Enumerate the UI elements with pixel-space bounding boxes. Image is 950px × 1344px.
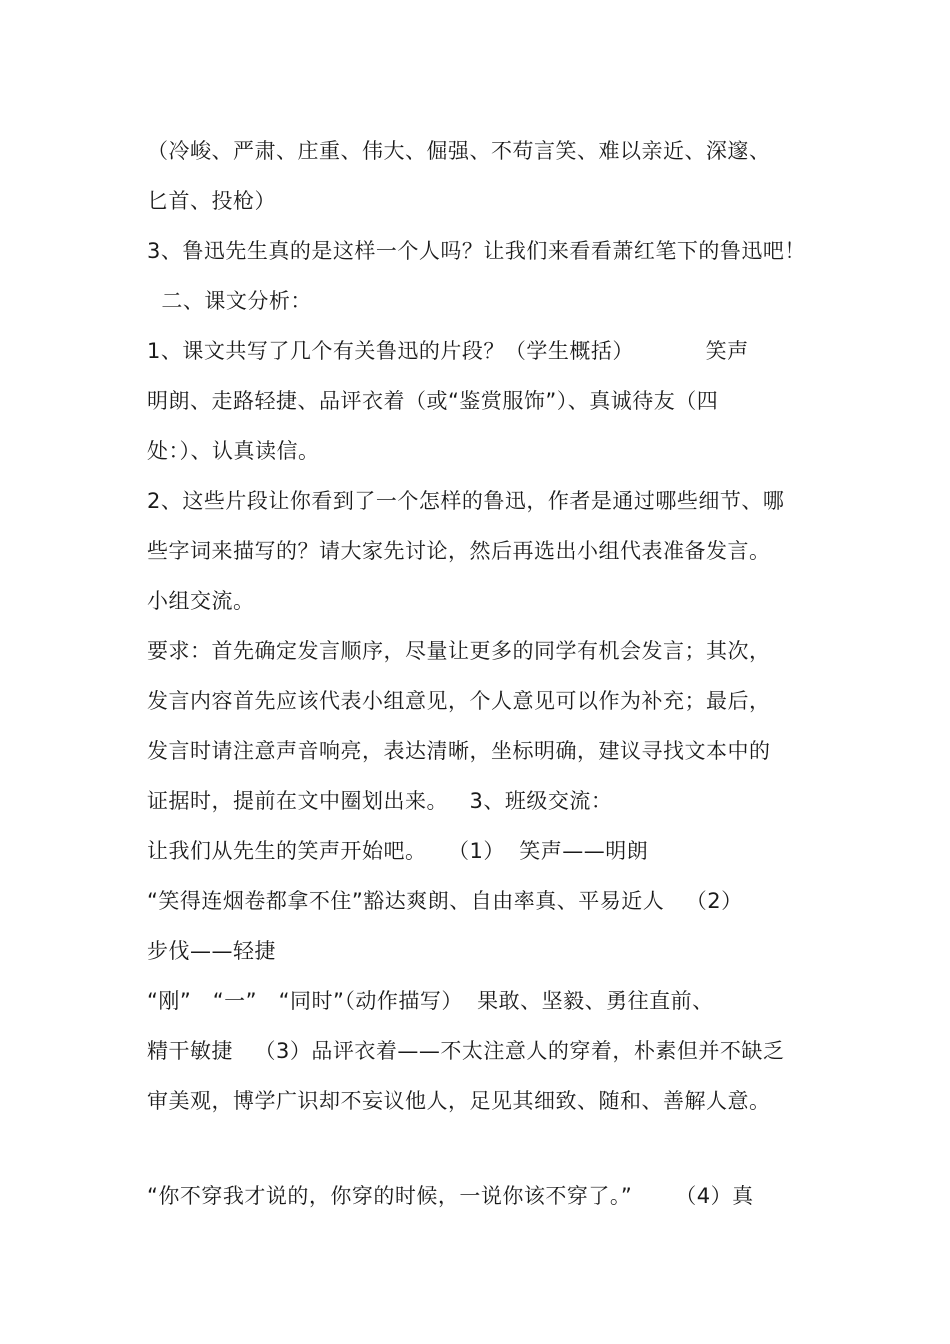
text-line-11: 要求：首先确定发言顺序，尽量让更多的同学有机会发言；其次， xyxy=(147,639,771,663)
text-line-12: 发言内容首先应该代表小组意见，个人意见可以作为补充；最后， xyxy=(147,689,771,713)
text-line-2: 匕首、投枪） xyxy=(147,189,276,213)
text-line-18: “刚” “一” “同时”（动作描写） 果敢、坚毅、勇往直前、 xyxy=(147,989,714,1013)
text-line-6: 明朗、走路轻捷、品评衣着（或“鉴赏服饰”）、真诚待友（四 xyxy=(147,389,719,413)
text-line-7: 处：）、认真读信。 xyxy=(147,439,320,463)
text-line-10: 小组交流。 xyxy=(147,589,255,613)
text-line-21: “你不穿我才说的，你穿的时候，一说你该不穿了。” （4）真 xyxy=(147,1184,754,1208)
text-line-9: 些字词来描写的？请大家先讨论，然后再选出小组代表准备发言。 xyxy=(147,539,771,563)
section-heading: 二、课文分析： xyxy=(147,289,312,313)
text-line-8: 2、这些片段让你看到了一个怎样的鲁迅，作者是通过哪些细节、哪 xyxy=(147,489,785,513)
text-line-15: 让我们从先生的笑声开始吧。 （1） 笑声——明朗 xyxy=(147,839,649,863)
text-line-17: 步伐——轻捷 xyxy=(147,939,276,963)
text-line-20: 审美观，博学广识却不妄议他人，足见其细致、随和、善解人意。 xyxy=(147,1089,771,1113)
text-line-5: 1、课文共写了几个有关鲁迅的片段？（学生概括） 笑声 xyxy=(147,339,749,363)
text-line-14: 证据时，提前在文中圈划出来。 3、班级交流： xyxy=(147,789,613,813)
text-line-16: “笑得连烟卷都拿不住”豁达爽朗、自由率真、平易近人 （2） xyxy=(147,889,743,913)
text-line-19: 精干敏捷 （3）品评衣着——不太注意人的穿着，朴素但并不缺乏 xyxy=(147,1039,785,1063)
text-line-13: 发言时请注意声音响亮，表达清晰，坐标明确，建议寻找文本中的 xyxy=(147,739,771,763)
text-line-1: （冷峻、严肃、庄重、伟大、倔强、不苟言笑、难以亲近、深邃、 xyxy=(147,139,771,163)
text-line-3: 3、鲁迅先生真的是这样一个人吗？让我们来看看萧红笔下的鲁迅吧！ xyxy=(147,239,806,263)
